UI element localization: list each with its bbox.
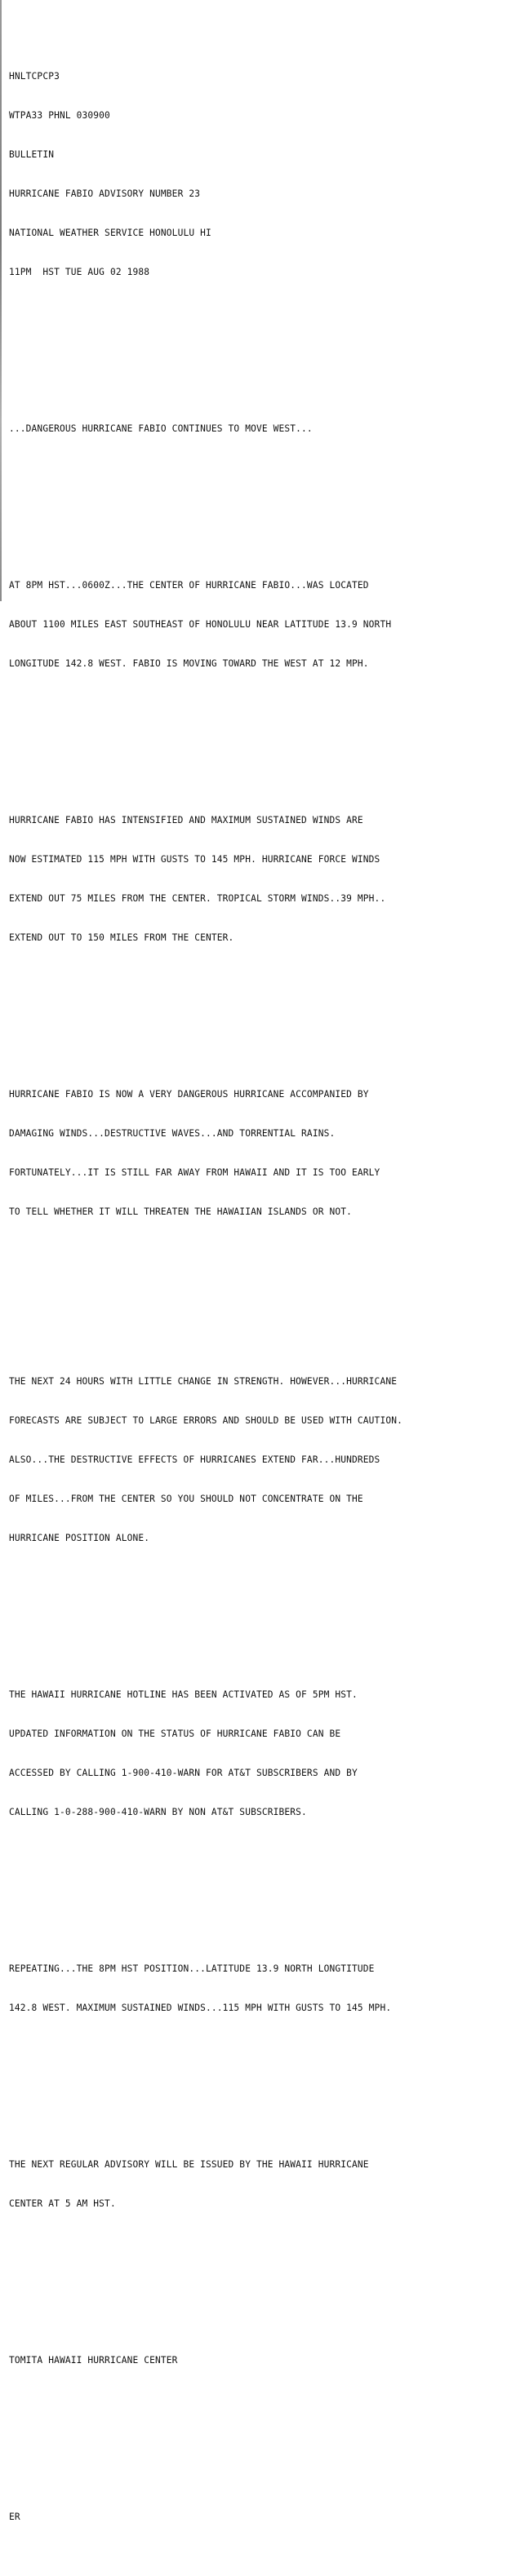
text-line: 142.8 WEST. MAXIMUM SUSTAINED WINDS...115 MPH WITH GUSTS TO 145 MPH. <box>9 2003 392 2013</box>
hotline-paragraph <box>9 1662 504 1845</box>
blank-line <box>9 1284 504 1310</box>
text-line: UPDATED INFORMATION ON THE STATUS OF HURRICANE FABIO CAN BE <box>9 1728 341 1739</box>
text-line: THE NEXT REGULAR ADVISORY WILL BE ISSUED BY THE HAWAII HURRICANE <box>9 2159 369 2170</box>
advisory-headline <box>9 396 504 462</box>
forecast-paragraph <box>9 1349 504 1571</box>
text-line: FORTUNATELY...IT IS STILL FAR AWAY FROM HAWAII AND IT IS TOO EARLY <box>9 1167 380 1178</box>
blank-line <box>9 1010 504 1023</box>
text-line: AT 8PM HST...0600Z...THE CENTER OF HURRICANE FABIO...WAS LOCATED <box>9 580 369 591</box>
text-line: EXTEND OUT 75 MILES FROM THE CENTER. TROPICAL STORM WINDS..39 MPH.. <box>9 893 386 904</box>
blank-line <box>9 344 504 357</box>
header-line: WTPA33 PHNL 030900 <box>9 110 110 121</box>
advisory-document <box>9 5 504 2576</box>
header-line: BULLETIN <box>9 149 55 160</box>
text-line: ABOUT 1100 MILES EAST SOUTHEAST OF HONOLULU NEAR LATITUDE 13.9 NORTH <box>9 619 392 630</box>
header-line: 11PM HST TUE AUG 02 1988 <box>9 267 150 277</box>
blank-line <box>9 2432 504 2445</box>
advisory-header <box>9 44 504 305</box>
text-line: CENTER AT 5 AM HST. <box>9 2198 116 2209</box>
text-line: HURRICANE POSITION ALONE. <box>9 1533 150 1543</box>
header-line: HURRICANE FABIO ADVISORY NUMBER 23 <box>9 188 201 199</box>
repeating-paragraph <box>9 1936 504 2041</box>
text-line: FORECASTS ARE SUBJECT TO LARGE ERRORS AND SHOULD BE USED WITH CAUTION. <box>9 1415 402 1426</box>
text-line: HURRICANE FABIO IS NOW A VERY DANGEROUS HURRICANE ACCOMPANIED BY <box>9 1089 369 1100</box>
text-line: TO TELL WHETHER IT WILL THREATEN THE HAWAIIAN ISLANDS OR NOT. <box>9 1206 353 1217</box>
text-line: CALLING 1-0-288-900-410-WARN BY NON AT&T SUBSCRIBERS. <box>9 1807 307 1817</box>
text-line: LONGITUDE 142.8 WEST. FABIO IS MOVING TOWARD THE WEST AT 12 MPH. <box>9 658 369 669</box>
text-line: DAMAGING WINDS...DESTRUCTIVE WAVES...AND TORRENTIAL RAINS. <box>9 1128 336 1139</box>
signature <box>9 2328 504 2393</box>
blank-line <box>9 1884 504 1897</box>
text-line: THE NEXT 24 HOURS WITH LITTLE CHANGE IN STRENGTH. HOWEVER...HURRICANE <box>9 1376 398 1387</box>
header-line: NATIONAL WEATHER SERVICE HONOLULU HI <box>9 228 211 238</box>
scan-left-edge <box>0 0 2 601</box>
blank-line <box>9 1610 504 1623</box>
text-line: OF MILES...FROM THE CENTER SO YOU SHOULD NOT CONCENTRATE ON THE <box>9 1494 363 1504</box>
blank-line <box>9 736 504 749</box>
headline-line: ...DANGEROUS HURRICANE FABIO CONTINUES TO MOVE WEST... <box>9 423 313 434</box>
blank-line <box>9 2276 504 2289</box>
text-line: EXTEND OUT TO 150 MILES FROM THE CENTER. <box>9 932 234 943</box>
danger-paragraph <box>9 1062 504 1245</box>
text-line: THE HAWAII HURRICANE HOTLINE HAS BEEN ACTIVATED AS OF 5PM HST. <box>9 1689 358 1700</box>
signature-line: TOMITA HAWAII HURRICANE CENTER <box>9 2355 178 2366</box>
footer-initials: ER <box>9 2512 20 2522</box>
text-line: REPEATING...THE 8PM HST POSITION...LATITUDE 13.9 NORTH LONGTITUDE <box>9 1963 375 1974</box>
blank-line <box>9 501 504 514</box>
position-paragraph <box>9 553 504 697</box>
text-line: ALSO...THE DESTRUCTIVE EFFECTS OF HURRICANES EXTEND FAR...HUNDREDS <box>9 1454 380 1465</box>
intensity-paragraph <box>9 788 504 971</box>
header-line: HNLTCPCP3 <box>9 71 60 82</box>
text-line: ACCESSED BY CALLING 1-900-410-WARN FOR AT&T SUBSCRIBERS AND BY <box>9 1768 358 1778</box>
footer <box>9 2485 504 2550</box>
blank-line <box>9 2080 504 2093</box>
text-line: NOW ESTIMATED 115 MPH WITH GUSTS TO 145 MPH. HURRICANE FORCE WINDS <box>9 854 380 865</box>
text-line: HURRICANE FABIO HAS INTENSIFIED AND MAXIMUM SUSTAINED WINDS ARE <box>9 815 363 825</box>
next-advisory-paragraph <box>9 2132 504 2237</box>
